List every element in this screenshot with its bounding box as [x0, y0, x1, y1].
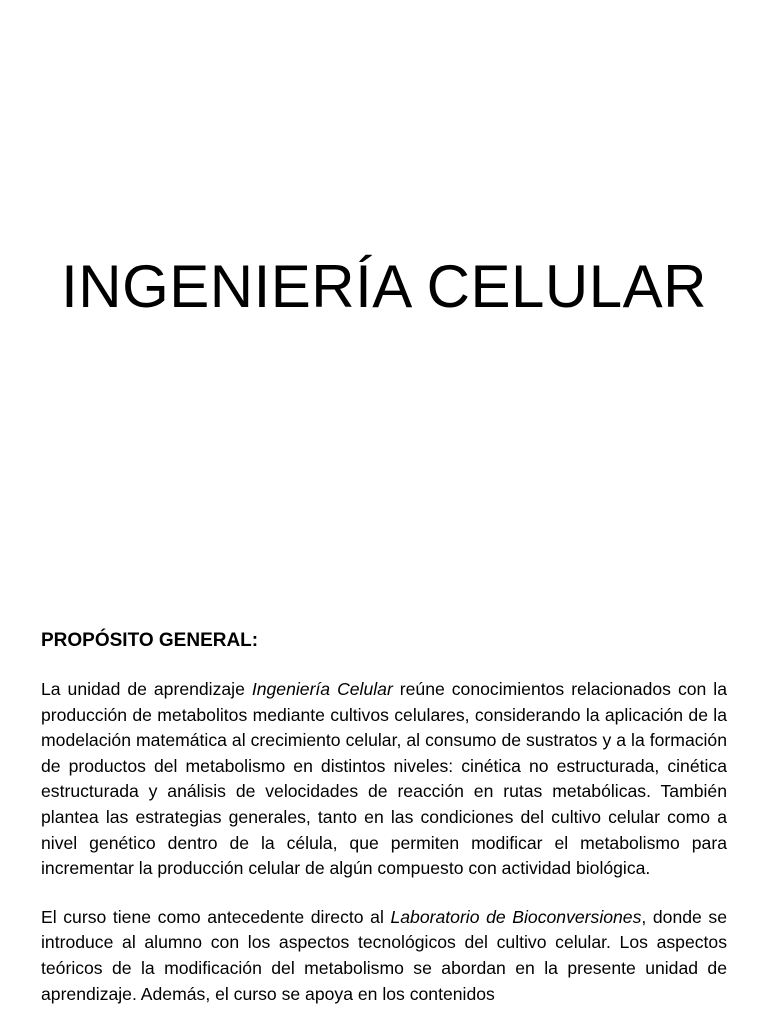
paragraph-2-text-b: , donde se introduce al alumno con los aspectos tecnológicos del cultivo celular. Los aspectos teóricos de la modificación del metabolismo se abordan en la presente unidad de aprendizaje. Además, el curso se apoya en los contenidos — [41, 906, 728, 1004]
paragraph-2 — [41, 905, 727, 1007]
paragraph-2-italic: Laboratorio de Bioconversiones — [390, 906, 642, 927]
paragraph-1-text-a: La unidad de aprendizaje — [41, 679, 252, 699]
paragraph-1 — [41, 677, 727, 882]
paragraph-1-text-b: reúne conocimientos relacionados con la producción de metabolitos mediante cultivos celulares, considerando la aplicación de la modelación matemática al crecimiento celular, al consumo de sustratos y a la formación de productos del metabolismo en distintos niveles: cinética no estructurada, cinética estructurada y análisis de velocidades de reacción en rutas metabólicas. También plantea las estrategias generales, tanto en las condiciones del cultivo celular como a nivel genético dentro de la célula, que permiten modificar el metabolismo para incrementar la producción celular de algún compuesto con actividad biológica. — [41, 679, 727, 879]
document-body — [41, 628, 727, 1030]
paragraph-2-text-a: El curso tiene como antecedente directo al — [41, 906, 391, 927]
document-title: INGENIERÍA CELULAR — [61, 253, 707, 320]
paragraph-1-italic: Ingeniería Celular — [251, 679, 393, 699]
section-heading: PROPÓSITO GENERAL: — [41, 630, 259, 651]
